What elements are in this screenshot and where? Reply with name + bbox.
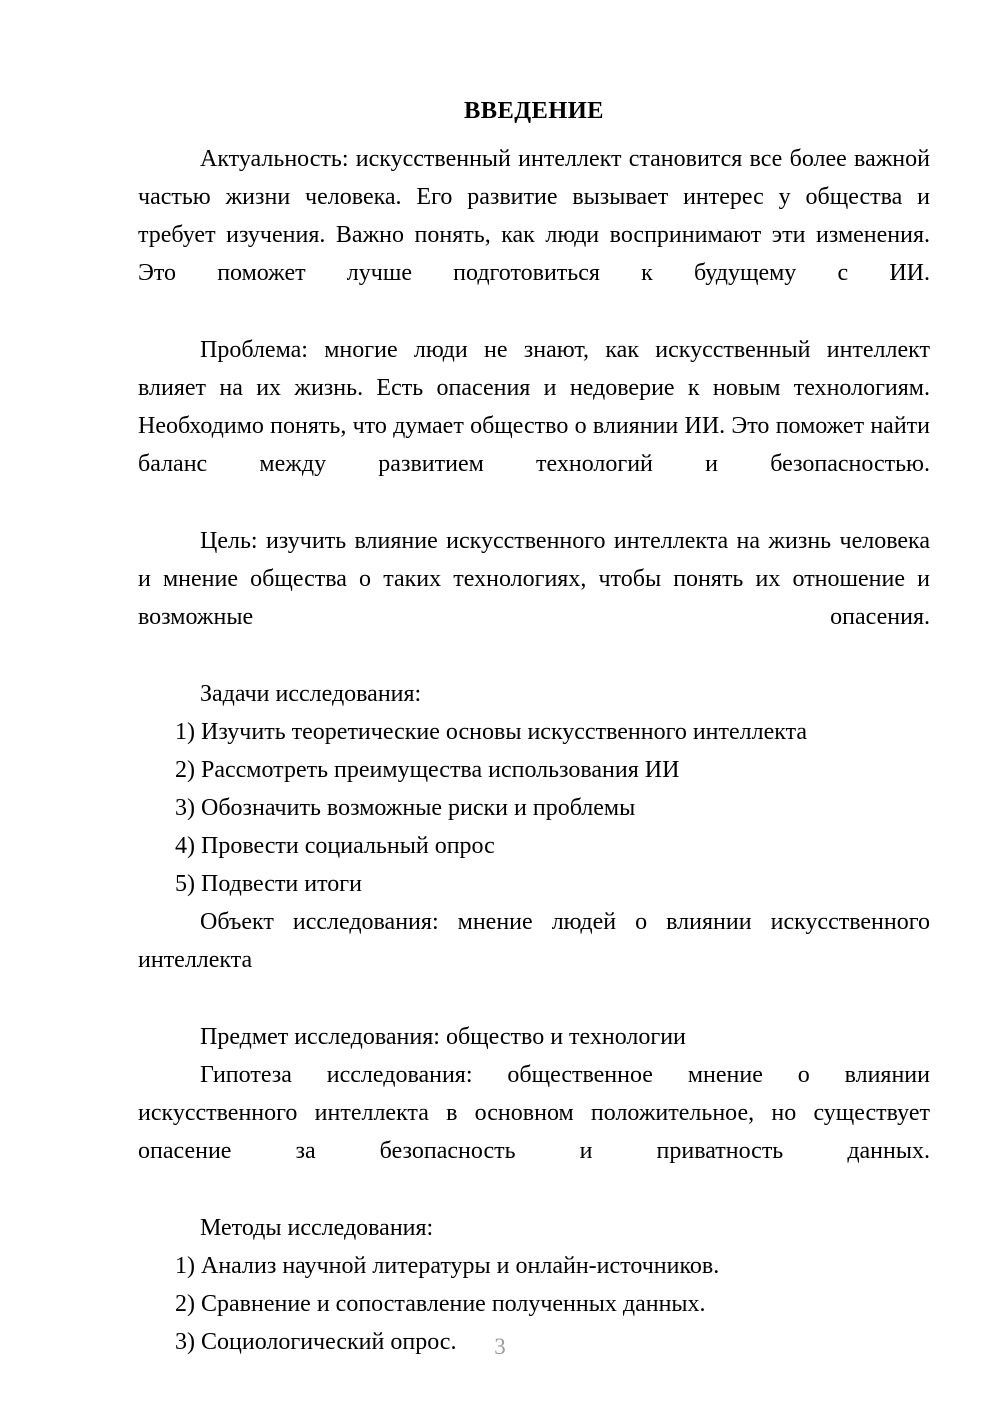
paragraph-subject: Предмет исследования: общество и технологии bbox=[200, 1024, 686, 1050]
paragraph-hypothesis: Гипотеза исследования: общественное мнение о влиянии искусственного интеллекта в основном положительное, но существует опасение за безопасность и приватность данных. bbox=[138, 1062, 930, 1164]
list-item: 5) Подвести итоги bbox=[175, 871, 362, 897]
list-item: 2) Сравнение и сопоставление полученных данных. bbox=[175, 1291, 706, 1317]
paragraph-relevance: Актуальность: искусственный интеллект становится все более важной частью жизни человека. Его развитие вызывает интерес у общества и требует изучения. Важно понять, как люди воспринимают эти изменения. Это поможет лучше подготовиться к будущему с ИИ. bbox=[138, 146, 930, 286]
page-number: 3 bbox=[494, 1334, 506, 1359]
paragraph-problem: Проблема: многие люди не знают, как искусственный интеллект влияет на их жизнь. Есть опасения и недоверие к новым технологиям. Необходимо понять, что думает общество о влиянии ИИ. Это поможет найти баланс между развитием технологий и безопасностью. bbox=[138, 337, 930, 477]
paragraph-goal: Цель: изучить влияние искусственного интеллекта на жизнь человека и мнение общества о таких технологиях, чтобы понять их отношение и возможные опасения. bbox=[138, 528, 930, 630]
list-item: 1) Изучить теоретические основы искусственного интеллекта bbox=[175, 719, 808, 745]
paragraph-object: Объект исследования: мнение людей о влиянии искусственного интеллекта bbox=[138, 909, 930, 973]
methods-heading: Методы исследования: bbox=[200, 1215, 434, 1241]
tasks-list bbox=[138, 713, 930, 903]
list-item: 4) Провести социальный опрос bbox=[175, 833, 495, 859]
document-content bbox=[138, 92, 930, 1361]
tasks-heading: Задачи исследования: bbox=[200, 681, 422, 707]
page-title: ВВЕДЕНИЕ bbox=[464, 97, 604, 124]
list-item: 2) Рассмотреть преимущества использования ИИ bbox=[175, 757, 680, 783]
list-item: 3) Социологический опрос. bbox=[175, 1329, 457, 1355]
list-item: 1) Анализ научной литературы и онлайн-источников. bbox=[175, 1253, 720, 1279]
list-item: 3) Обозначить возможные риски и проблемы bbox=[175, 795, 636, 821]
